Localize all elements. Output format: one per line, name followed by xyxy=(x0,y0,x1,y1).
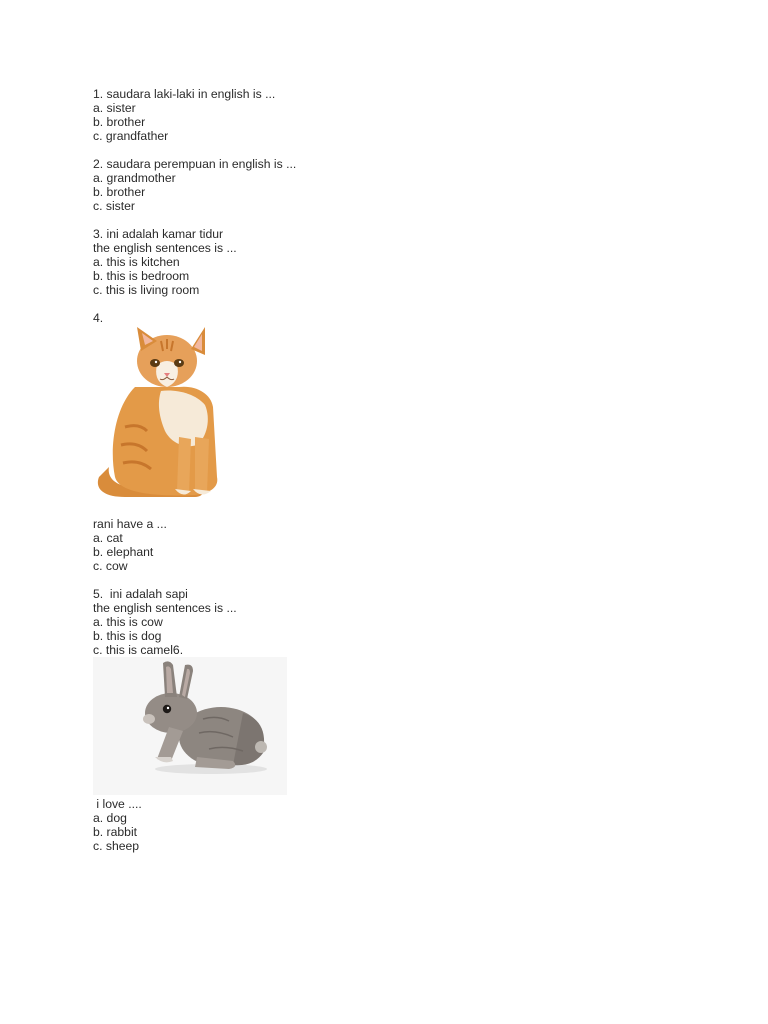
option-a: a. dog xyxy=(93,811,127,825)
option-b: b. brother xyxy=(93,185,146,199)
cat-image xyxy=(95,327,223,503)
spacer xyxy=(93,573,693,587)
option-c: c. cow xyxy=(93,559,128,573)
question-4-options xyxy=(93,517,693,573)
question-prompt: the english sentences is ... xyxy=(93,601,237,615)
option-b: b. this is bedroom xyxy=(93,269,190,283)
question-number: 4. xyxy=(93,311,104,325)
option-b: b. elephant xyxy=(93,545,154,559)
option-c: c. sister xyxy=(93,199,135,213)
question-text: 2. saudara perempuan in english is ... xyxy=(93,157,297,171)
question-1 xyxy=(93,87,693,143)
option-c: c. grandfather xyxy=(93,129,169,143)
question-3 xyxy=(93,227,693,297)
option-b: b. rabbit xyxy=(93,825,138,839)
rabbit-image xyxy=(93,657,287,795)
question-text: 5. ini adalah sapi xyxy=(93,587,188,601)
option-a: a. grandmother xyxy=(93,171,176,185)
question-text: i love .... xyxy=(93,797,142,811)
option-b: b. this is dog xyxy=(93,629,162,643)
option-a: a. this is cow xyxy=(93,615,163,629)
question-text: 1. saudara laki-laki in english is ... xyxy=(93,87,276,101)
spacer xyxy=(93,143,693,157)
question-2 xyxy=(93,157,693,213)
option-a: a. this is kitchen xyxy=(93,255,180,269)
option-c: c. this is living room xyxy=(93,283,200,297)
question-text: rani have a ... xyxy=(93,517,167,531)
option-b: b. brother xyxy=(93,115,146,129)
option-c: c. this is camel6. xyxy=(93,643,184,657)
question-6 xyxy=(93,657,693,853)
question-4 xyxy=(93,311,693,503)
question-text: 3. ini adalah kamar tidur xyxy=(93,227,224,241)
spacer xyxy=(93,297,693,311)
spacer xyxy=(93,213,693,227)
question-prompt: the english sentences is ... xyxy=(93,241,237,255)
option-a: a. sister xyxy=(93,101,136,115)
option-c: c. sheep xyxy=(93,839,140,853)
worksheet xyxy=(93,87,693,853)
option-a: a. cat xyxy=(93,531,123,545)
question-5 xyxy=(93,587,693,657)
